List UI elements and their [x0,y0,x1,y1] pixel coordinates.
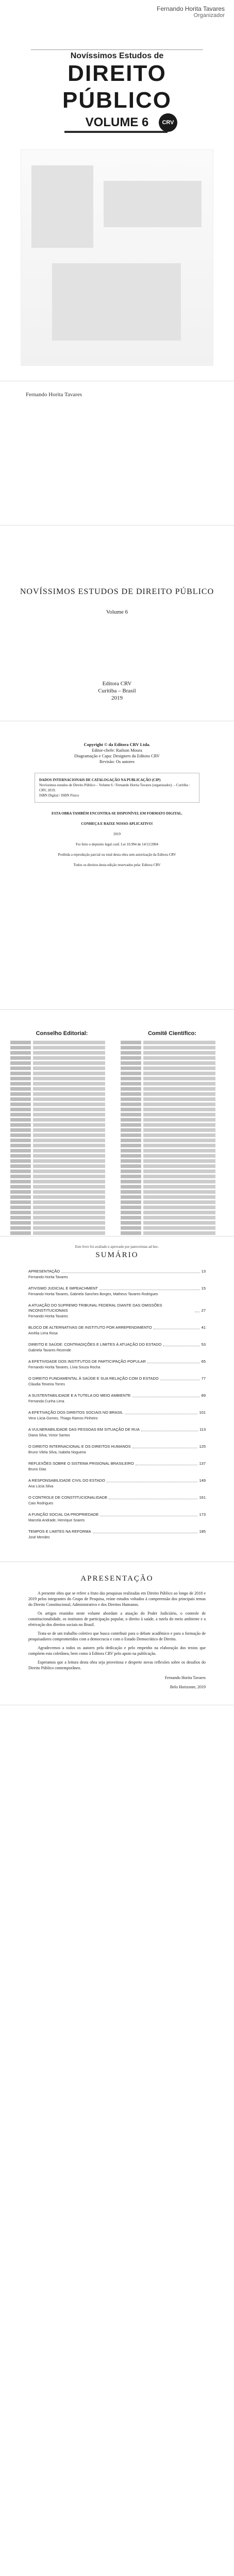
toc-item[interactable] [28,1342,206,1353]
toc-item-page: 13 [201,1269,206,1274]
council-member-line [121,1051,224,1055]
council-member-line [10,1113,113,1116]
council-member-line [10,1139,113,1142]
council-member-line [121,1072,224,1075]
presentation-paragraph: A presente obra que se refere a fruto das pesquisas realizadas em Direito Público ao longo de 2018 e 2019 pelos integrantes do Grupo de Pesquisa, reúne estudos voltados à compreensão dos principais temas do Direito Constitucional, Administrativo e dos Direitos Humanos. [28,1591,206,1607]
toc-item-title: O DIREITO FUNDAMENTAL À SAÚDE E SUA RELAÇÃO COM O ESTADO [28,1376,159,1381]
council-member-line [10,1128,113,1132]
council-member-line [121,1097,224,1101]
toc-item[interactable] [28,1286,206,1297]
council-member-line [10,1123,113,1127]
council-member-line [10,1216,113,1219]
rights-reserved: Todos os direitos desta edição reservados pela: Editora CRV [73,863,161,867]
toc-item[interactable] [28,1529,206,1540]
toc-item-page: 173 [199,1512,206,1517]
toc-item[interactable] [28,1410,206,1421]
council-member-line [121,1206,224,1209]
cover-divider [31,49,203,50]
cover-editor [157,5,225,19]
toc-item[interactable] [28,1303,206,1319]
council-member-line [121,1200,224,1204]
council-member-line [10,1231,113,1235]
table-of-contents [0,1236,234,1562]
cip-heading: DADOS INTERNACIONAIS DE CATALOGAÇÃO NA PUBLICAÇÃO (CIP) [39,778,161,782]
toc-item[interactable] [28,1512,206,1523]
council-member-line [121,1113,224,1116]
cip-box [35,773,199,803]
toc-item-title: DIREITO E SAÚDE: CONTRADIÇÕES E LIMITES À ATUAÇÃO DO ESTADO [28,1342,162,1347]
cover-title-line1: DIREITO [68,61,166,86]
toc-item-authors: Bruno Vilela Silva, Isabela Nogueira [28,1451,86,1454]
publisher-logo-icon: CRV [159,113,177,132]
council-member-line [121,1046,224,1049]
council-member-line [10,1061,113,1065]
toc-item[interactable] [28,1444,206,1455]
toc-item-title: A ATUAÇÃO DO SUPREMO TRIBUNAL FEDERAL DIANTE DAS OMISSÕES INCONSTITUCIONAIS [28,1303,162,1313]
toc-item-authors: Vera Lúcia Gomes, Thiago Ramos Pinheiro [28,1417,98,1420]
toc-item-page: 53 [201,1342,206,1347]
council-member-line [121,1087,224,1091]
copyright-line2: Editor-chefe: Railson Moura [92,748,142,753]
title-page [0,526,234,721]
toc-list [28,1269,206,1540]
council-member-line [121,1149,224,1153]
council-member-line [10,1226,113,1230]
council-member-line [121,1128,224,1132]
copyright-line3: Diagramação e Capa: Designers da Editora CRV [74,753,160,758]
council-member-line [10,1082,113,1086]
title-page-year: 2019 [111,695,123,701]
council-member-line [121,1159,224,1163]
council-member-line [121,1211,224,1214]
council-member-line [121,1226,224,1230]
toc-item[interactable] [28,1461,206,1472]
cover-artwork [21,149,213,366]
legal-deposit: Foi feito o depósito legal conf. Lei 10.994 de 14/12/2004 [75,842,158,846]
council-member-line [121,1221,224,1225]
council-member-line [10,1221,113,1225]
council-member-line [121,1123,224,1127]
council-member-line [121,1133,224,1137]
council-member-line [10,1066,113,1070]
app-notice: CONHEÇA E BAIXE NOSSO APLICATIVO! [81,822,153,826]
toc-item-title: A FUNÇÃO SOCIAL DA PROPRIEDADE [28,1512,99,1517]
council-member-line [10,1159,113,1163]
toc-item-authors: Diana Silva, Victor Santos [28,1434,70,1437]
toc-item-page: 27 [201,1308,206,1313]
toc-item-authors: Fernando Horita Tavares [28,1315,68,1318]
cover-subtitle: Novíssimos Estudos de [70,52,164,60]
presentation-paragraph: Trata-se de um trabalho coletivo que busca contribuir para o debate acadêmico e para a formação de pesquisadores comprometidos com a democracia e com o Estado Democrático de Direito. [28,1631,206,1641]
editorial-council [10,1030,113,1236]
toc-item[interactable] [28,1376,206,1387]
title-page-volume: Volume 6 [106,609,128,615]
toc-item-authors: Fernando Horita Tavares [28,1276,68,1279]
presentation-paragraph: Os artigos reunidos neste volume abordam a atuação do Poder Judiciário, o controle de constitucionalidade, os institutos de participação popular, o direito à saúde, a tutela do meio ambiente e a efetivação dos direitos sociais no Brasil. [28,1611,206,1627]
toc-item-page: 15 [201,1286,206,1291]
council-member-line [121,1139,224,1142]
presentation-section [0,1562,234,1705]
council-member-line [10,1164,113,1168]
council-member-line [10,1195,113,1199]
toc-item-page: 137 [199,1461,206,1466]
presentation-place: Belo Horizonte, 2019 [170,1685,206,1689]
toc-item-authors: Gabriela Tavares Rezende [28,1349,71,1352]
council-member-line [121,1061,224,1065]
cip-isbn: ISBN Digital / ISBN Físico [39,793,79,798]
council-member-line [121,1118,224,1122]
peer-review-note: Este livro foi avaliado e aprovado por pareceristas ad hoc. [75,1245,159,1249]
council-member-line [10,1108,113,1111]
council-member-line [10,1087,113,1091]
council-member-line [121,1180,224,1183]
digital-notice: ESTA OBRA TAMBÉM ENCONTRA-SE DISPONÍVEL EM FORMATO DIGITAL. [52,811,182,816]
toc-item-title: O DIREITO INTERNACIONAL E OS DIREITOS HUMANOS [28,1444,131,1449]
half-title-author: Fernando Horita Tavares [26,392,82,398]
toc-item-title: A SUSTENTABILIDADE E A TUTELA DO MEIO AMBIENTE [28,1393,131,1398]
toc-item-authors: Bruno Dias [28,1468,46,1471]
presentation-body [28,1590,206,1671]
toc-item-page: 77 [201,1376,206,1381]
toc-item-title: ATIVISMO JUDICIAL E IMPEACHMENT [28,1286,98,1291]
toc-item[interactable] [28,1427,206,1438]
council-member-line [10,1103,113,1106]
toc-item-authors: Fernando Horita Tavares, Lívia Souza Rocha [28,1366,101,1369]
toc-item-authors: José Mendes [28,1536,50,1539]
cover-stripe [64,131,168,133]
toc-item-page: 101 [199,1410,206,1415]
council-member-line [10,1206,113,1209]
toc-item-authors: Caio Rodrigues [28,1502,54,1505]
editor-name: Fernando Horita Tavares [157,5,225,12]
editor-role: Organizador [193,12,225,19]
council-member-line [10,1046,113,1049]
toc-item[interactable] [28,1359,206,1370]
toc-item-title: BLOCO DE ALTERNATIVAS DE INSTITUTO POR ARREPENDIMENTO [28,1325,152,1330]
council-member-line [10,1118,113,1122]
council-member-line [10,1051,113,1055]
council-member-line [121,1154,224,1158]
copyright-line1: Copyright © da Editora CRV Ltda. [83,742,151,747]
council-member-line [10,1072,113,1075]
council-member-line [10,1097,113,1101]
toc-heading: SUMÁRIO [95,1251,139,1259]
toc-item-title: A EFETIVAÇÃO DOS DIREITOS SOCIAIS NO BRASIL [28,1410,123,1415]
toc-item-title: TEMPOS E LIMITES NA REFORMA [28,1529,91,1534]
council-member-line [121,1175,224,1178]
toc-item-page: 41 [201,1325,206,1330]
editorial-council-page [0,1010,234,1249]
toc-item[interactable] [28,1269,206,1280]
title-page-city: Curitiba – Brasil [98,688,136,694]
council-member-line [10,1170,113,1173]
toc-item-authors: Fernanda Cunha Lima [28,1400,64,1403]
presentation-heading: APRESENTAÇÃO [80,1574,154,1583]
toc-item-title: APRESENTAÇÃO [28,1269,60,1274]
presentation-paragraph: Agradecemos a todos os autores pela dedicação e pelo empenho na elaboração dos textos que compõem esta coletânea, bem como à Editora CRV pelo apoio na publicação. [28,1646,206,1656]
council-member-line [121,1056,224,1060]
council-member-line [121,1066,224,1070]
cip-text: Novíssimos estudos de Direito Público – Volume 6 / Fernando Horita Tavares (organizador). – Curitiba : CRV, 2019. [39,783,190,792]
toc-item-title: REFLEXÕES SOBRE O SISTEMA PRISIONAL BRASILEIRO [28,1461,134,1466]
council-member-line [10,1180,113,1183]
title-page-publisher-block [0,680,234,702]
toc-item-title: A RESPONSABILIDADE CIVIL DO ESTADO [28,1478,105,1483]
toc-item-page: 113 [199,1427,206,1432]
toc-item-page: 125 [199,1444,206,1449]
council-member-line [10,1190,113,1194]
copyright-year: 2019 [113,832,121,836]
council-member-line [10,1175,113,1178]
presentation-signature: Fernando Horita Tavares [164,1675,206,1680]
toc-item-authors: Ana Lúcia Silva [28,1485,54,1488]
presentation-paragraph: Esperamos que a leitura desta obra seja proveitosa e desperte novas reflexões sobre os desafios do Direito Público contemporâneo. [28,1660,206,1670]
council-member-line [121,1082,224,1086]
council-member-line [10,1077,113,1080]
cover-title-line2: PÚBLICO [62,88,172,113]
toc-item-title: A EFETIVIDADE DOS INSTITUTOS DE PARTICIPAÇÃO POPULAR [28,1359,146,1364]
copyright-line4: Revisão: Os autores [99,759,135,764]
toc-item-page: 161 [199,1495,206,1500]
scientific-committee [121,1030,224,1236]
council-member-line [121,1195,224,1199]
cover-volume: VOLUME 6 [85,115,149,129]
toc-item-page: 185 [199,1529,206,1534]
council-member-line [121,1077,224,1080]
council-member-line [121,1103,224,1106]
toc-item-page: 149 [199,1478,206,1483]
toc-item-title: A VULNERABILIDADE DAS PESSOAS EM SITUAÇÃO DE RUA [28,1427,140,1432]
toc-item-title: O CONTROLE DE CONSTITUCIONALIDADE [28,1495,108,1500]
toc-item-page: 65 [201,1359,206,1364]
title-page-publisher: Editora CRV [102,681,132,687]
council-member-line [121,1216,224,1219]
copyright-page [0,721,234,1010]
book-cover [0,0,234,381]
council-member-line [10,1200,113,1204]
council-member-line [121,1144,224,1147]
council-member-line [121,1231,224,1235]
editorial-council-heading: Conselho Editorial: [36,1030,88,1037]
council-member-line [10,1149,113,1153]
council-member-line [121,1185,224,1189]
council-member-line [121,1164,224,1168]
reproduction-notice: Proibida a reprodução parcial ou total desta obra sem autorização da Editora CRV [58,853,176,857]
council-member-line [121,1041,224,1044]
half-title-page [0,381,234,526]
scientific-committee-heading: Comitê Científico: [147,1030,197,1037]
toc-item-authors: Fernando Horita Tavares, Gabriela Sanches Borges, Matheus Tavares Rodrigues [28,1293,158,1296]
council-member-line [10,1056,113,1060]
council-member-line [10,1154,113,1158]
title-page-title: NOVÍSSIMOS ESTUDOS DE DIREITO PÚBLICO [20,587,214,596]
council-member-line [10,1092,113,1096]
council-member-line [121,1170,224,1173]
toc-item[interactable] [28,1478,206,1489]
toc-item-authors: Marcela Andrade, Henrique Soares [28,1519,85,1522]
toc-item-authors: Cláudia Teixeira Torres [28,1383,65,1386]
council-member-line [10,1211,113,1214]
toc-item-authors: Amélia Lima Rosa [28,1332,58,1335]
council-member-line [10,1041,113,1044]
toc-item[interactable] [28,1393,206,1404]
council-member-line [121,1108,224,1111]
toc-item[interactable] [28,1325,206,1336]
toc-item-page: 89 [201,1393,206,1398]
council-member-line [121,1190,224,1194]
council-member-line [10,1185,113,1189]
council-member-line [121,1092,224,1096]
toc-item[interactable] [28,1495,206,1506]
council-member-line [10,1144,113,1147]
council-member-line [10,1133,113,1137]
